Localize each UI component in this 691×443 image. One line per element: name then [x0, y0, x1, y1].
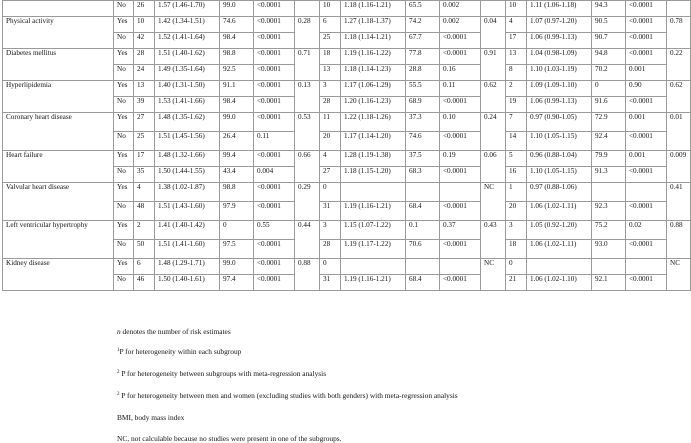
i2-cell — [592, 259, 626, 275]
i2-cell: 91.1 — [220, 81, 254, 97]
p-within-cell: <0.0001 — [254, 151, 295, 167]
subgroup-cell: No — [114, 275, 134, 291]
subgroup-cell: Yes — [114, 221, 134, 240]
i2-cell: 99.4 — [220, 151, 254, 167]
p-within-cell: 0.11 — [440, 81, 481, 97]
i2-cell: 99.0 — [220, 259, 254, 275]
p-within-cell: <0.0001 — [440, 33, 481, 49]
i2-cell: 92.3 — [592, 202, 626, 221]
p-heterogeneity-between-cell: 0.88 — [295, 259, 320, 291]
p-heterogeneity-between-cell — [481, 1, 506, 17]
p-within-cell — [440, 183, 481, 202]
n-cell: 17 — [134, 151, 155, 167]
i2-cell: 70.6 — [406, 240, 440, 259]
rr-ci-cell: 1.06 (1.02-1.11) — [527, 240, 592, 259]
n-cell: 27 — [320, 167, 341, 183]
rr-ci-cell: 1.18 (1.14-1.23) — [341, 65, 406, 81]
n-cell: 0 — [506, 259, 527, 275]
rr-ci-cell: 1.06 (0.99-1.13) — [527, 97, 592, 113]
rr-ci-cell: 1.18 (1.15-1.20) — [341, 167, 406, 183]
rr-ci-cell: 1.51 (1.40-1.62) — [155, 49, 220, 65]
rr-ci-cell: 1.19 (1.16-1.21) — [341, 275, 406, 291]
p-within-cell: <0.0001 — [254, 97, 295, 113]
p-within-cell — [626, 259, 667, 275]
table-row — [3, 183, 691, 202]
rr-ci-cell — [341, 259, 406, 275]
p-heterogeneity-between-cell: 0.53 — [295, 113, 320, 151]
i2-cell: 37.3 — [406, 113, 440, 132]
p-within-cell: <0.0001 — [254, 259, 295, 275]
p-within-cell: 0.001 — [626, 151, 667, 167]
rr-ci-cell: 1.05 (0.92-1.20) — [527, 221, 592, 240]
n-cell: 10 — [506, 1, 527, 17]
p-heterogeneity-between-cell: 0.24 — [481, 113, 506, 151]
subgroup-table — [2, 0, 691, 291]
rr-ci-cell: 1.41 (1.40-1.42) — [155, 221, 220, 240]
p-heterogeneity-between-cell: 0.66 — [295, 151, 320, 183]
n-cell: 25 — [320, 33, 341, 49]
i2-cell: 37.5 — [406, 151, 440, 167]
n-cell: 50 — [134, 240, 155, 259]
p-heterogeneity-between-cell: NC — [667, 259, 691, 291]
subgroup-cell: Yes — [114, 183, 134, 202]
n-cell: 10 — [320, 1, 341, 17]
i2-cell: 65.5 — [406, 1, 440, 17]
n-cell: 13 — [506, 49, 527, 65]
p-within-cell: <0.0001 — [626, 167, 667, 183]
p-within-cell: <0.0001 — [626, 49, 667, 65]
i2-cell: 97.5 — [220, 240, 254, 259]
n-cell: 4 — [134, 183, 155, 202]
i2-cell: 67.7 — [406, 33, 440, 49]
rr-ci-cell: 1.17 (1.06-1.29) — [341, 81, 406, 97]
i2-cell: 0.1 — [406, 221, 440, 240]
i2-cell: 91.3 — [592, 167, 626, 183]
p-heterogeneity-between-cell: NC — [481, 259, 506, 291]
p-within-cell: 0.10 — [440, 113, 481, 132]
subgroup-cell: No — [114, 132, 134, 151]
n-cell: 18 — [320, 49, 341, 65]
n-cell: 28 — [134, 49, 155, 65]
p-within-cell: 0.002 — [440, 17, 481, 33]
subgroup-cell: No — [114, 65, 134, 81]
rr-ci-cell: 1.06 (1.02-1.10) — [527, 275, 592, 291]
n-cell: 16 — [506, 167, 527, 183]
footnote-3: $^2$ P for heterogeneity between men and women (excluding studies with both genders) with meta-regression analysis — [117, 391, 458, 400]
i2-cell: 98.4 — [220, 33, 254, 49]
rr-ci-cell: 1.09 (1.09-1.10) — [527, 81, 592, 97]
rr-ci-cell: 1.04 (0.98-1.09) — [527, 49, 592, 65]
i2-cell — [592, 183, 626, 202]
i2-cell: 28.8 — [406, 65, 440, 81]
rr-ci-cell: 1.51 (1.43-1.60) — [155, 202, 220, 221]
n-cell: 20 — [506, 202, 527, 221]
i2-cell: 93.0 — [592, 240, 626, 259]
i2-cell: 94.8 — [592, 49, 626, 65]
p-within-cell: <0.0001 — [254, 113, 295, 132]
n-cell: 4 — [320, 151, 341, 167]
p-heterogeneity-between-cell: 0.41 — [667, 183, 691, 221]
rr-ci-cell: 1.19 (1.16-1.21) — [341, 202, 406, 221]
p-within-cell: <0.0001 — [440, 97, 481, 113]
i2-cell: 79.9 — [592, 151, 626, 167]
rr-ci-cell: 1.18 (1.16-1.21) — [341, 1, 406, 17]
rr-ci-cell: 1.53 (1.41-1.66) — [155, 97, 220, 113]
table-row — [3, 1, 691, 17]
i2-cell: 74.6 — [220, 17, 254, 33]
rr-ci-cell: 1.10 (1.03-1.19) — [527, 65, 592, 81]
rr-ci-cell: 1.50 (1.44-1.55) — [155, 167, 220, 183]
p-within-cell: <0.0001 — [440, 240, 481, 259]
n-cell: 11 — [320, 113, 341, 132]
p-within-cell: <0.0001 — [440, 202, 481, 221]
rr-ci-cell: 0.97 (0.90-1.05) — [527, 113, 592, 132]
i2-cell: 77.8 — [406, 49, 440, 65]
table-row — [3, 81, 691, 97]
note-bmi: BMI, body mass index — [117, 413, 185, 422]
table-row — [3, 17, 691, 33]
p-heterogeneity-between-cell: 0.06 — [481, 151, 506, 183]
n-cell: 5 — [506, 151, 527, 167]
n-cell: 24 — [134, 65, 155, 81]
i2-cell: 90.7 — [592, 33, 626, 49]
n-cell: 3 — [320, 221, 341, 240]
p-within-cell: <0.0001 — [626, 1, 667, 17]
n-cell: 1 — [506, 183, 527, 202]
n-cell: 20 — [320, 132, 341, 151]
p-within-cell: <0.0001 — [254, 81, 295, 97]
n-cell: 31 — [320, 202, 341, 221]
n-cell: 3 — [320, 81, 341, 97]
n-cell: 46 — [134, 275, 155, 291]
rr-ci-cell: 1.27 (1.18-1.37) — [341, 17, 406, 33]
p-heterogeneity-between-cell: 0.71 — [295, 49, 320, 81]
rr-ci-cell — [341, 183, 406, 202]
subgroup-cell: Yes — [114, 259, 134, 275]
i2-cell: 68.3 — [406, 167, 440, 183]
p-within-cell: <0.0001 — [254, 275, 295, 291]
p-within-cell: <0.0001 — [626, 240, 667, 259]
i2-cell: 90.5 — [592, 17, 626, 33]
i2-cell: 97.9 — [220, 202, 254, 221]
n-cell: 26 — [134, 1, 155, 17]
p-within-cell: <0.0001 — [254, 65, 295, 81]
p-within-cell: 0.16 — [440, 65, 481, 81]
rr-ci-cell: 1.49 (1.35-1.64) — [155, 65, 220, 81]
p-heterogeneity-between-cell: 0.04 — [481, 17, 506, 49]
variable-cell: Coronary heart disease — [3, 113, 114, 151]
footnote-2: $^2$ P for heterogeneity between subgroups with meta-regression analysis — [117, 369, 327, 378]
i2-cell: 74.6 — [406, 132, 440, 151]
rr-ci-cell — [527, 259, 592, 275]
rr-ci-cell: 1.38 (1.02-1.87) — [155, 183, 220, 202]
table-row — [3, 151, 691, 167]
p-heterogeneity-between-cell: 0.78 — [667, 17, 691, 49]
i2-cell: 75.2 — [592, 221, 626, 240]
p-heterogeneity-between-cell: NC — [481, 183, 506, 221]
rr-ci-cell: 1.48 (1.35-1.62) — [155, 113, 220, 132]
rr-ci-cell: 1.40 (1.31-1.50) — [155, 81, 220, 97]
i2-cell: 0 — [592, 81, 626, 97]
rr-ci-cell: 1.20 (1.16-1.23) — [341, 97, 406, 113]
n-cell: 31 — [320, 275, 341, 291]
rr-ci-cell: 1.48 (1.29-1.71) — [155, 259, 220, 275]
subgroup-cell: Yes — [114, 113, 134, 132]
i2-cell: 98.4 — [220, 97, 254, 113]
rr-ci-cell: 1.06 (1.02-1.11) — [527, 202, 592, 221]
i2-cell: 98.8 — [220, 183, 254, 202]
p-within-cell: 0.02 — [626, 221, 667, 240]
p-heterogeneity-between-cell: 0.22 — [667, 49, 691, 81]
table-row — [3, 113, 691, 132]
variable-cell: Diabetes mellitus — [3, 49, 114, 81]
p-within-cell: <0.0001 — [254, 202, 295, 221]
n-cell: 2 — [134, 221, 155, 240]
i2-cell: 74.2 — [406, 17, 440, 33]
p-within-cell: 0.37 — [440, 221, 481, 240]
n-cell: 13 — [320, 65, 341, 81]
rr-ci-cell: 1.11 (1.06-1.18) — [527, 1, 592, 17]
p-heterogeneity-between-cell: 0.62 — [481, 81, 506, 113]
rr-ci-cell: 1.51 (1.45-1.56) — [155, 132, 220, 151]
n-cell: 35 — [134, 167, 155, 183]
n-cell: 48 — [134, 202, 155, 221]
p-within-cell: 0.002 — [440, 1, 481, 17]
i2-cell: 70.2 — [592, 65, 626, 81]
n-cell: 13 — [134, 81, 155, 97]
p-within-cell: <0.0001 — [440, 167, 481, 183]
p-within-cell — [626, 183, 667, 202]
rr-ci-cell: 1.48 (1.32-1.66) — [155, 151, 220, 167]
subgroup-cell: No — [114, 1, 134, 17]
subgroup-cell: No — [114, 240, 134, 259]
p-within-cell: <0.0001 — [626, 275, 667, 291]
i2-cell: 55.5 — [406, 81, 440, 97]
rr-ci-cell: 1.10 (1.05-1.15) — [527, 132, 592, 151]
p-within-cell: 0.90 — [626, 81, 667, 97]
n-cell: 4 — [506, 17, 527, 33]
n-cell: 42 — [134, 33, 155, 49]
p-heterogeneity-between-cell: 0.009 — [667, 151, 691, 183]
n-cell: 18 — [506, 240, 527, 259]
table-row — [3, 221, 691, 240]
p-heterogeneity-between-cell: 0.62 — [667, 81, 691, 113]
i2-cell: 91.6 — [592, 97, 626, 113]
variable-cell: Kidney disease — [3, 259, 114, 291]
table-row — [3, 259, 691, 275]
p-heterogeneity-between-cell: 0.91 — [481, 49, 506, 81]
n-cell: 25 — [134, 132, 155, 151]
variable-cell: Left ventricular hypertrophy — [3, 221, 114, 259]
rr-ci-cell: 1.51 (1.41-1.60) — [155, 240, 220, 259]
variable-cell: Physical activity — [3, 17, 114, 49]
n-cell: 0 — [320, 183, 341, 202]
p-heterogeneity-between-cell: 0.43 — [481, 221, 506, 259]
rr-ci-cell: 1.42 (1.34-1.51) — [155, 17, 220, 33]
p-within-cell: 0.11 — [254, 132, 295, 151]
n-cell: 8 — [506, 65, 527, 81]
p-within-cell: <0.0001 — [626, 97, 667, 113]
footnote-1: $^1$P for heterogeneity within each subgroup — [117, 347, 242, 356]
p-heterogeneity-between-cell: 0.01 — [667, 113, 691, 151]
rr-ci-cell: 1.19 (1.17-1.22) — [341, 240, 406, 259]
note-nc: NC, not calculable because no studies were present in one of the subgroups. — [117, 434, 342, 443]
rr-ci-cell: 1.19 (1.16-1.22) — [341, 49, 406, 65]
i2-cell: 0 — [220, 221, 254, 240]
rr-ci-cell: 1.50 (1.40-1.61) — [155, 275, 220, 291]
p-within-cell: <0.0001 — [254, 183, 295, 202]
n-cell: 28 — [320, 97, 341, 113]
p-within-cell: 0.001 — [626, 65, 667, 81]
rr-ci-cell: 1.15 (1.07-1.22) — [341, 221, 406, 240]
p-within-cell: <0.0001 — [440, 49, 481, 65]
i2-cell: 43.4 — [220, 167, 254, 183]
i2-cell: 68.9 — [406, 97, 440, 113]
n-cell: 3 — [506, 221, 527, 240]
subgroup-cell: Yes — [114, 151, 134, 167]
subgroup-cell: Yes — [114, 81, 134, 97]
i2-cell: 99.0 — [220, 1, 254, 17]
subgroup-cell: No — [114, 167, 134, 183]
i2-cell: 98.8 — [220, 49, 254, 65]
p-within-cell: <0.0001 — [626, 132, 667, 151]
subgroup-cell: No — [114, 202, 134, 221]
p-within-cell: <0.0001 — [254, 1, 295, 17]
i2-cell: 94.3 — [592, 1, 626, 17]
p-within-cell: <0.0001 — [254, 17, 295, 33]
i2-cell: 92.4 — [592, 132, 626, 151]
p-heterogeneity-between-cell: 0.88 — [667, 221, 691, 259]
rr-ci-cell: 1.22 (1.18-1.26) — [341, 113, 406, 132]
p-within-cell: <0.0001 — [254, 240, 295, 259]
p-heterogeneity-between-cell: 0.13 — [295, 81, 320, 113]
n-cell: 6 — [320, 17, 341, 33]
variable-cell: Heart failure — [3, 151, 114, 183]
p-within-cell: <0.0001 — [254, 33, 295, 49]
n-cell: 6 — [134, 259, 155, 275]
p-within-cell: <0.0001 — [440, 132, 481, 151]
i2-cell: 99.0 — [220, 113, 254, 132]
subgroup-cell: Yes — [114, 17, 134, 33]
rr-ci-cell: 1.07 (0.97-1.20) — [527, 17, 592, 33]
rr-ci-cell: 1.18 (1.14-1.21) — [341, 33, 406, 49]
p-within-cell: <0.0001 — [626, 17, 667, 33]
n-cell: 21 — [506, 275, 527, 291]
p-heterogeneity-between-cell: 0.44 — [295, 221, 320, 259]
n-cell: 17 — [506, 33, 527, 49]
n-cell: 19 — [506, 97, 527, 113]
p-within-cell: 0.19 — [440, 151, 481, 167]
n-cell: 10 — [134, 17, 155, 33]
subgroup-cell: No — [114, 97, 134, 113]
rr-ci-cell: 1.10 (1.05-1.15) — [527, 167, 592, 183]
n-cell: 14 — [506, 132, 527, 151]
p-heterogeneity-between-cell — [667, 1, 691, 17]
subgroup-cell: Yes — [114, 49, 134, 65]
i2-cell — [406, 183, 440, 202]
i2-cell — [406, 259, 440, 275]
p-within-cell: <0.0001 — [254, 49, 295, 65]
variable-cell — [3, 1, 114, 17]
n-cell: 7 — [506, 113, 527, 132]
i2-cell: 68.4 — [406, 202, 440, 221]
p-within-cell: 0.001 — [626, 113, 667, 132]
i2-cell: 92.1 — [592, 275, 626, 291]
n-cell: 28 — [320, 240, 341, 259]
n-cell: 0 — [320, 259, 341, 275]
p-within-cell: <0.0001 — [440, 275, 481, 291]
n-cell: 27 — [134, 113, 155, 132]
rr-ci-cell: 0.97 (0.88-1.06) — [527, 183, 592, 202]
p-heterogeneity-between-cell — [295, 1, 320, 17]
subgroup-cell: No — [114, 33, 134, 49]
rr-ci-cell: 1.52 (1.41-1.64) — [155, 33, 220, 49]
p-within-cell: 0.004 — [254, 167, 295, 183]
i2-cell: 92.5 — [220, 65, 254, 81]
p-heterogeneity-between-cell: 0.28 — [295, 17, 320, 49]
i2-cell: 68.4 — [406, 275, 440, 291]
rr-ci-cell: 1.57 (1.46-1.70) — [155, 1, 220, 17]
rr-ci-cell: 1.28 (1.19-1.38) — [341, 151, 406, 167]
rr-ci-cell: 0.96 (0.88-1.04) — [527, 151, 592, 167]
table-row — [3, 49, 691, 65]
p-within-cell: <0.0001 — [626, 202, 667, 221]
i2-cell: 72.9 — [592, 113, 626, 132]
rr-ci-cell: 1.06 (0.99-1.13) — [527, 33, 592, 49]
n-cell: 2 — [506, 81, 527, 97]
variable-cell: Valvular heart disease — [3, 183, 114, 221]
i2-cell: 26.4 — [220, 132, 254, 151]
note-n: n denotes the number of risk estimates — [117, 327, 231, 336]
p-within-cell — [440, 259, 481, 275]
p-within-cell: <0.0001 — [626, 33, 667, 49]
i2-cell: 97.4 — [220, 275, 254, 291]
rr-ci-cell: 1.17 (1.14-1.20) — [341, 132, 406, 151]
n-cell: 39 — [134, 97, 155, 113]
p-within-cell: 0.55 — [254, 221, 295, 240]
p-heterogeneity-between-cell: 0.29 — [295, 183, 320, 221]
variable-cell: Hyperlipidemia — [3, 81, 114, 113]
